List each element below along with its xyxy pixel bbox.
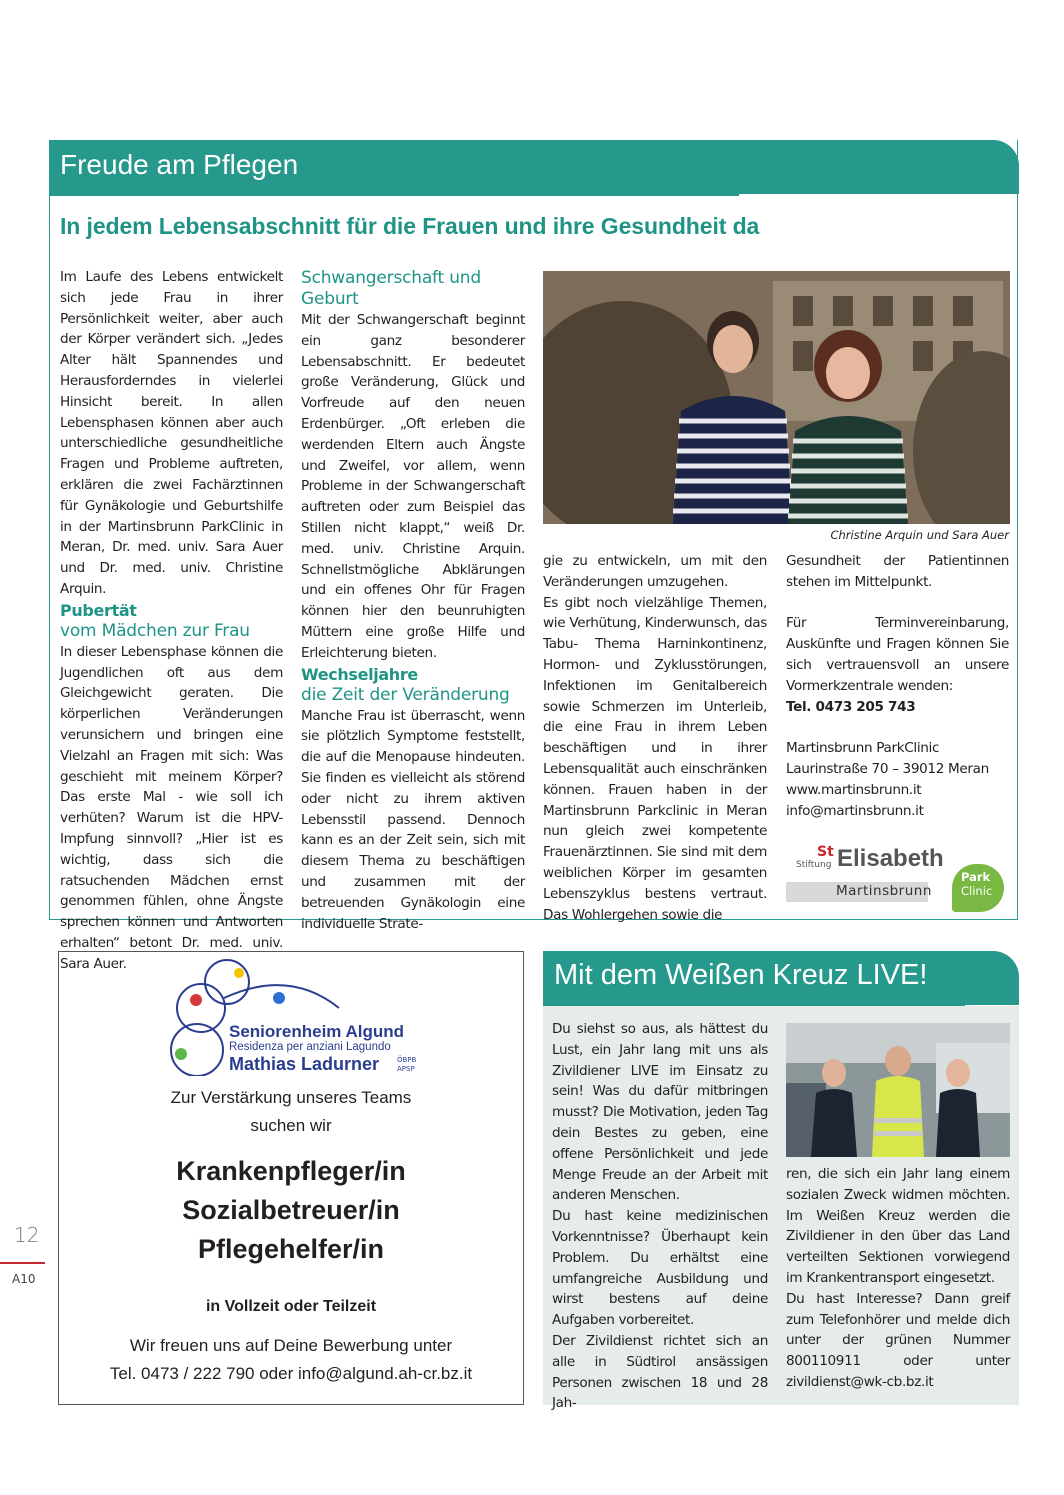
subheading-pubertaet: Pubertät xyxy=(60,600,137,620)
page-number: 12 xyxy=(14,1223,40,1247)
logo-line2: Residenza per anziani Lagundo xyxy=(229,1041,391,1053)
job-advertisement xyxy=(58,951,524,1405)
paragraph-schwangerschaft: Mit der Schwangerschaft beginnt ein ganz besonderer Lebensabschnitt. Er bedeutet große Veränderung, Glück und Vorfreude auf den neuen Erdenbürger. „Oft erleben die werdenden Eltern auch Ängste und Zweifel, vor allem, wenn Probleme in der Schwangerschaft auftreten oder zum Beispiel das Stillen nicht klappt,“ weiß Dr. med. univ. Christine Arquin. Schnellstmögliche Abklärungen und ein offenes Ohr für Fragen können hier den beunruhigten Müttern eine große Hilfe und Erleichterung bieten. xyxy=(301,312,525,661)
photo-caption: Christine Arquin und Sara Auer xyxy=(830,528,1009,542)
paragraph-einsatz: ren, die sich ein Jahr lang einem sozialen Zweck widmen möchten. Im Weißen Kreuz werden die Zivildiener in den über das Land verteilten Sektionen vorwiegend im Krankentransport eingesetzt. xyxy=(786,1166,1010,1286)
paragraph-strategie: gie zu entwickeln, um mit den Veränderungen umzugehen. xyxy=(543,553,767,590)
logo-line1: Seniorenheim Algund xyxy=(229,1022,405,1041)
stiftung-elisabeth-logo xyxy=(786,842,1006,906)
ad-intro-line1: Zur Verstärkung unseres Teams xyxy=(170,1088,412,1107)
paragraph-kontakt: Du hast Interesse? Dann greif zum Telefonhörer und melde dich unter der grünen Nummer 800110911 oder unter zivildienst@wk-cb.bz.it xyxy=(786,1290,1010,1390)
paragraph-zielgruppe: Der Zivildienst richtet sich an alle in Südtirol ansässigen Personen zwischen 18 und 28 Jah- xyxy=(552,1332,768,1412)
contact-email: info@martinsbrunn.it xyxy=(786,802,924,819)
subheading-wechseljahre-sub: die Zeit der Veränderung xyxy=(301,684,510,705)
logo-stiftung: Stiftung xyxy=(796,860,832,870)
park-clinic-logo xyxy=(952,864,1004,912)
page-code: A10 xyxy=(12,1272,36,1286)
subheading-schwangerschaft: Schwangerschaft und Geburt xyxy=(301,268,481,309)
seniorenheim-logo xyxy=(169,958,429,1076)
logo-park: Park xyxy=(961,870,991,884)
paragraph-vorkenntnisse: Du hast keine medizinischen Vorkenntnisse? Überhaupt kein Problem. Du erhältst eine umfangreiche Ausbildung und wirst bestens auf deine Aufgaben vorbereitet. xyxy=(552,1208,768,1329)
ad-intro-line2: suchen wir xyxy=(250,1116,332,1135)
ad-employment-type: in Vollzeit oder Teilzeit xyxy=(205,1298,377,1315)
photo-illustration xyxy=(543,271,1010,524)
intro-paragraph: Im Laufe des Lebens entwickelt sich jede Frau in ihrer Persönlichkeit weiter, aber auch der Körper verändert sich. „Jedes Alter hält Spannendes und Herausforderndes in vielerlei Hinsicht bereit. In allen Lebensphasen können aber auch unterschiedliche gesundheitliche Fragen und Probleme auftreten, erklären die zwei Fachärztinnen für Gynäkologie und Geburtshilfe in der Martinsbrunn ParkClinic in Meran, Dr. med. univ. Sara Auer und Dr. med. univ. Christine Arquin. xyxy=(60,269,283,597)
section-underline-2 xyxy=(543,1004,965,1006)
contact-website: www.martinsbrunn.it xyxy=(786,781,922,798)
job-title-2: Sozialbetreuer/in xyxy=(182,1195,400,1225)
ad-contact-line2: Tel. 0473 / 222 790 oder info@algund.ah-cr.bz.it xyxy=(109,1364,473,1383)
paragraph-wechseljahre: Manche Frau ist überrascht, wenn sie plötzlich Symptome feststellt, die auf die Menopause hindeuten. Sie finden es vielleicht als störend oder nicht zu ihrem aktiven Lebensstil passend. Dennoch kann es an der Zeit sein, sich mit diesem Thema zu beschäftigen und zusammen mit der betreuenden Gynäkologin eine individuelle Strate- xyxy=(301,707,525,932)
section-title: Freude am Pflegen xyxy=(60,149,299,180)
section-header-2 xyxy=(543,951,1019,1005)
text-column-4 xyxy=(786,551,1009,821)
subheading-wechseljahre: Wechseljahre xyxy=(301,664,418,684)
logo-badge1: ÖBPB xyxy=(397,1056,417,1064)
job-title-1: Krankenpfleger/in xyxy=(176,1156,406,1186)
paragraph-pubertaet: In dieser Lebensphase können die Jugendlichen oft aus dem Gleichgewicht geraten. Die körperlichen Veränderungen verunsichern und bringen eine Vielzahl an Fragen mit sich: Was geschieht mit meinem Körper? Das erste Mal - wie soll ich verhüten? Warum ist die HPV-Impfung sinnvoll? „Hier ist es wichtig, dass sich die ratsuchenden Mädchen ernst genommen fühlen, ohne Ängste sprechen können und Antworten erhalten“ betont Dr. med. univ. Sara Auer. xyxy=(60,643,283,972)
text-column-5 xyxy=(552,1019,768,1414)
volunteers-photo xyxy=(786,1023,1010,1157)
contact-name: Martinsbrunn ParkClinic xyxy=(786,740,940,757)
section-header xyxy=(49,140,1019,194)
paragraph-termin: Für Terminvereinbarung, Auskünfte und Fragen können Sie sich vertrauensvoll an unsere Vormerkzentrale wenden: xyxy=(786,615,1009,694)
logo-clinic: Clinic xyxy=(961,884,993,898)
doctors-photo xyxy=(543,271,1010,524)
text-column-3 xyxy=(543,551,767,925)
job-title-3: Pflegehelfer/in xyxy=(197,1234,385,1264)
volunteers-illustration xyxy=(786,1023,1010,1157)
paragraph-gesundheit: Gesundheit der Patientinnen stehen im Mittelpunkt. xyxy=(786,553,1009,590)
logo-line3: Mathias Ladurner xyxy=(229,1054,380,1074)
text-column-6 xyxy=(786,1164,1010,1393)
logo-st: St xyxy=(817,844,834,860)
text-column-1 xyxy=(60,267,283,975)
logo-martinsbrunn: Martinsbrunn xyxy=(836,883,932,899)
section-underline xyxy=(49,194,739,196)
contact-address: Laurinstraße 70 – 39012 Meran xyxy=(786,760,989,777)
section-title-2: Mit dem Weißen Kreuz LIVE! xyxy=(554,959,928,991)
page-number-rule xyxy=(0,1262,45,1264)
subheading-pubertaet-sub: vom Mädchen zur Frau xyxy=(60,620,250,641)
text-column-2 xyxy=(301,268,525,934)
article-headline: In jedem Lebensabschnitt für die Frauen und ihre Gesundheit da xyxy=(60,213,760,239)
paragraph-themen: Es gibt noch vielzählige Themen, wie Verhütung, Kinderwunsch, das Tabu- Thema Harninkontinenz, Hormon- und Zyklusstörungen, Infektionen im Genitalbereich sowie Schmerzen im Unterleib, die eine Frau in ihrem Leben beschäftigen und in ihrer Lebensqualität auch einschränken können. Frauen haben in der Martinsbrunn Parkclinic in Meran nun gleich zwei kompetente Frauenärztinnen. Sie sind mit dem weiblichen Körper im gesamten Lebenszyklus bestens vertraut. Das Wohlergehen sowie die xyxy=(543,594,767,923)
paragraph-zivildienst-intro: Du siehst so aus, als hättest du Lust, ein Jahr lang mit uns als Zivildiener LIVE im Einsatz zu sein! Was du dafür mitbringen musst? Die Motivation, jeden Tag dein Bestes zu geben, eine offene Persönlichkeit und jede Menge Freude an der Arbeit mit anderen Menschen. xyxy=(552,1021,768,1204)
contact-phone: Tel. 0473 205 743 xyxy=(786,698,916,715)
logo-name: Elisabeth xyxy=(837,845,944,872)
logo-badge2: APSP xyxy=(397,1065,415,1073)
ad-contact-line1: Wir freuen uns auf Deine Bewerbung unter xyxy=(129,1336,453,1355)
